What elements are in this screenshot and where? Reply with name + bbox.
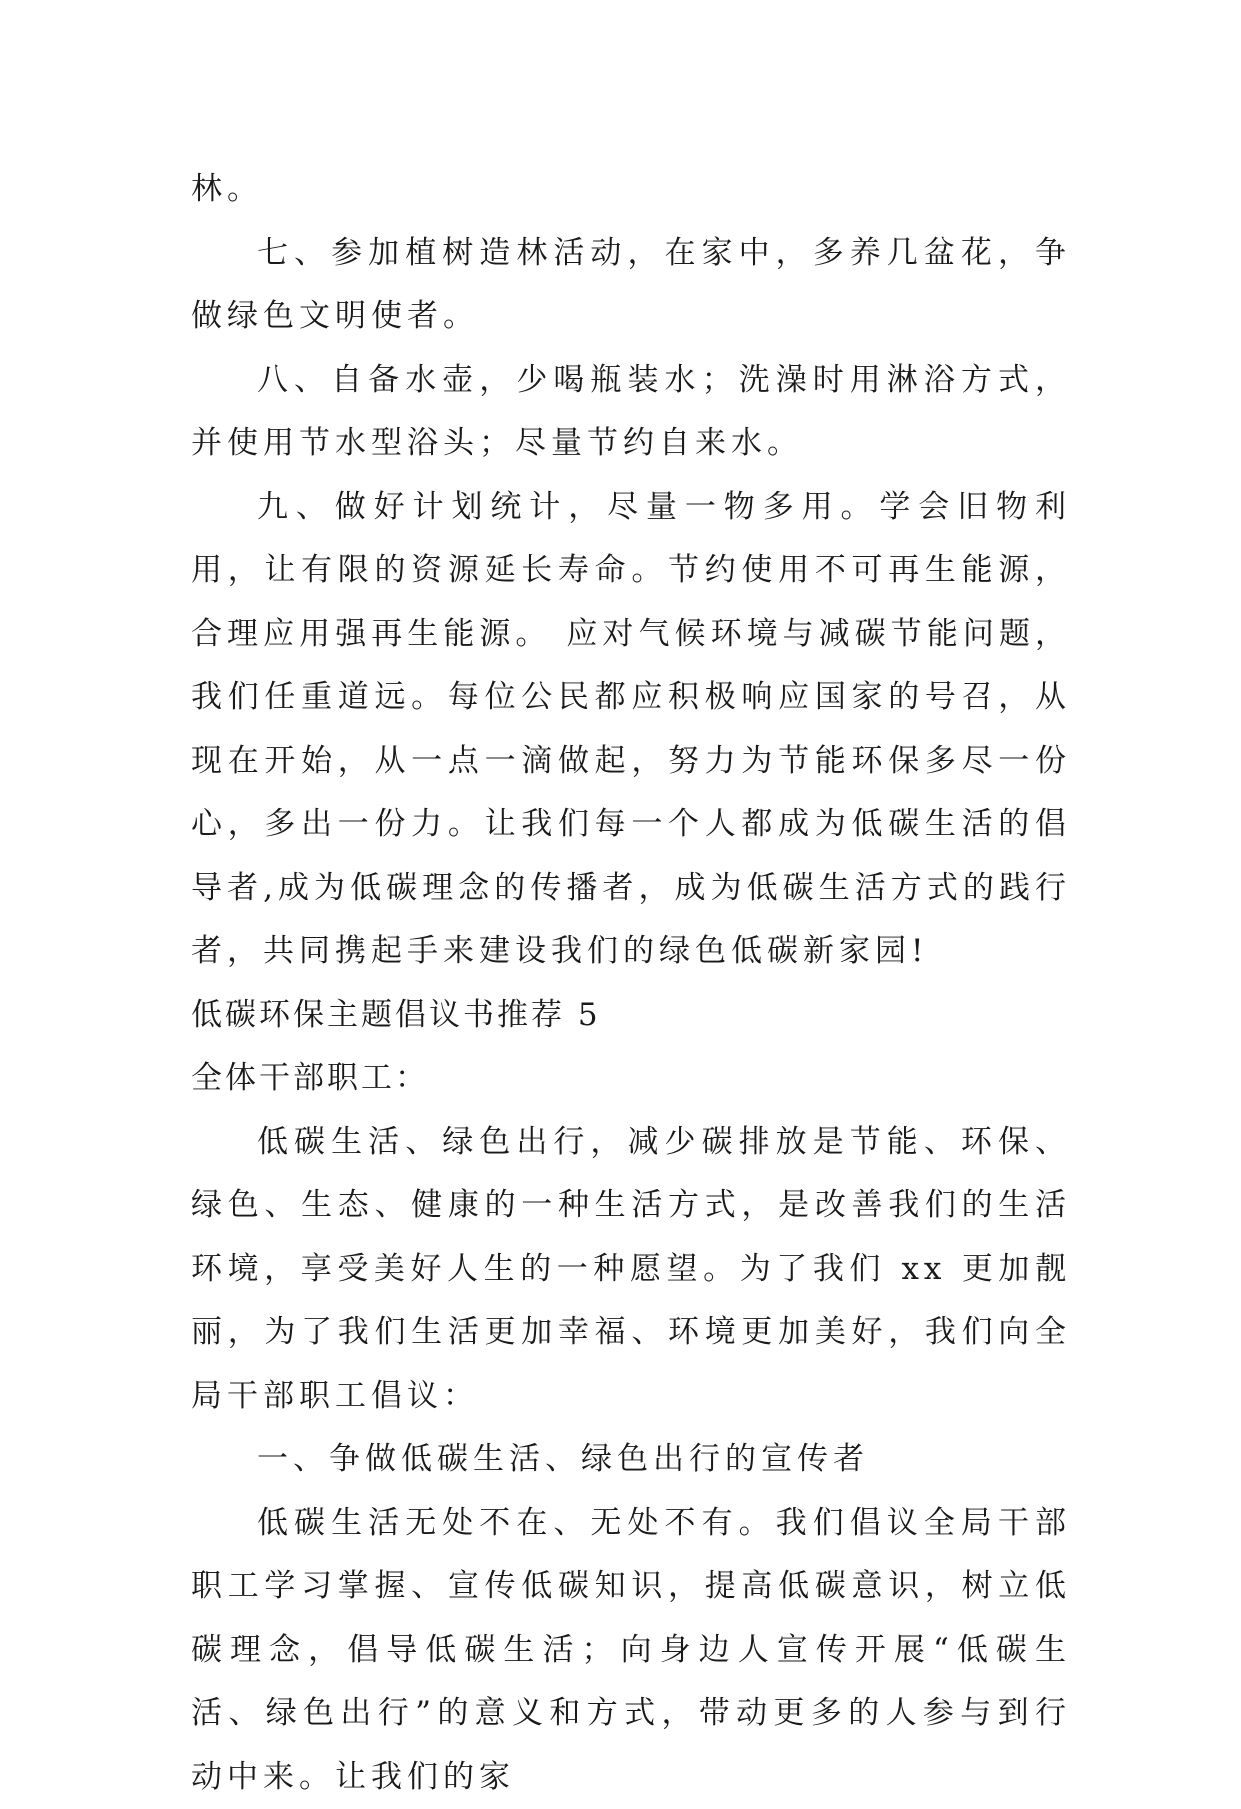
paragraph-item-seven: 七、参加植树造林活动，在家中，多养几盆花，争做绿色文明使者。 <box>191 222 1071 349</box>
document-body <box>191 158 1071 1809</box>
paragraph-intro: 低碳生活、绿色出行，减少碳排放是节能、环保、绿色、生态、健康的一种生活方式，是改善我们的生活环境，享受美好人生的一种愿望。为了我们 xx 更加靓丽，为了我们生活更加幸福、环境更加美好，我们向全局干部职工倡议： <box>191 1111 1071 1429</box>
salutation: 全体干部职工： <box>191 1047 1071 1111</box>
paragraph-item-nine: 九、做好计划统计，尽量一物多用。学会旧物利用，让有限的资源延长寿命。节约使用不可再生能源，合理应用强再生能源。 应对气候环境与减碳节能问题，我们任重道远。每位公民都应积极响应国家的号召，从现在开始，从一点一滴做起，努力为节能环保多尽一份心，多出一份力。让我们每一个人都成为低碳生活的倡导者,成为低碳理念的传播者，成为低碳生活方式的践行者，共同携起手来建设我们的绿色低碳新家园! <box>191 476 1071 984</box>
section-title: 低碳环保主题倡议书推荐 5 <box>191 984 1071 1048</box>
paragraph-advocate: 低碳生活无处不在、无处不有。我们倡议全局干部职工学习掌握、宣传低碳知识，提高低碳意识，树立低碳理念，倡导低碳生活；向身边人宣传开展“低碳生活、绿色出行”的意义和方式，带动更多的人参与到行动中来。让我们的家 <box>191 1492 1071 1809</box>
paragraph-item-eight: 八、自备水壶，少喝瓶装水；洗澡时用淋浴方式，并使用节水型浴头；尽量节约自来水。 <box>191 349 1071 476</box>
paragraph-heading-one: 一、争做低碳生活、绿色出行的宣传者 <box>191 1428 1071 1492</box>
paragraph-continuation: 林。 <box>191 158 1071 222</box>
